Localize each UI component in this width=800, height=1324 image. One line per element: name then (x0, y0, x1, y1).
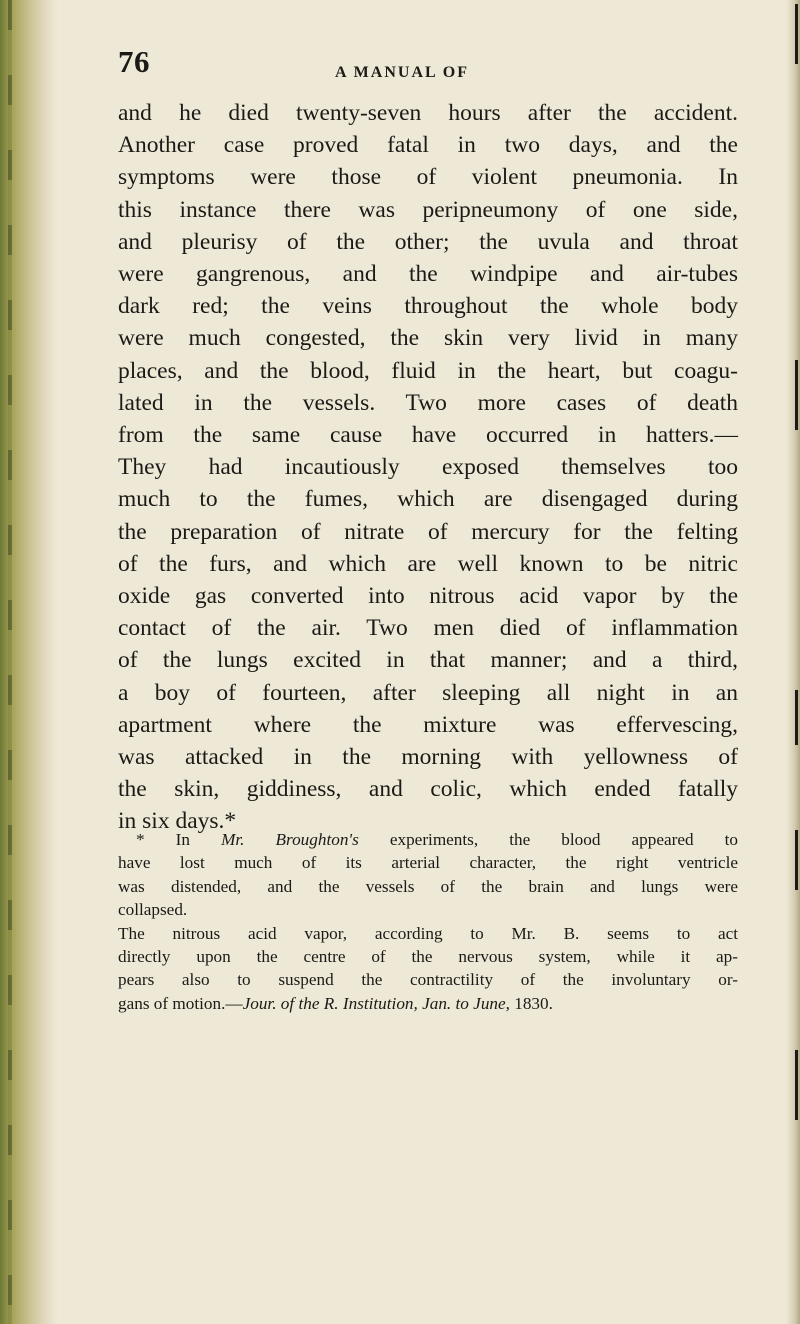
footnote-line (118, 992, 738, 1015)
body-line: and pleurisy of the other; the uvula and throat (118, 228, 738, 255)
body-line: in six days.* (118, 808, 237, 835)
body-line: of the furs, and which are well known to be nitric (118, 550, 738, 577)
running-head: A MANUAL OF (335, 64, 469, 81)
body-line: a boy of fourteen, after sleeping all night in an (118, 679, 738, 706)
footnote-line (118, 828, 738, 851)
edge-mark (795, 360, 798, 430)
body-line: and he died twenty-seven hours after the accident. (118, 100, 738, 126)
body-text (118, 97, 738, 838)
body-line: from the same cause have occurred in hatters.— (118, 422, 738, 449)
footnote-line: was distended, and the vessels of the brain and lungs were (118, 876, 738, 896)
body-line: places, and the blood, fluid in the heart, but coagu- (118, 357, 738, 384)
footnote-line: directly upon the centre of the nervous system, while it ap- (118, 947, 738, 967)
body-line: much to the fumes, which are disengaged during (118, 486, 738, 513)
body-line: was attacked in the morning with yellowness of (118, 744, 738, 771)
body-line: symptoms were those of violent pneumonia. In (118, 164, 738, 191)
body-line: apartment where the mixture was effervescing, (118, 711, 738, 738)
page-right-edge (786, 0, 800, 1324)
body-line: They had incautiously exposed themselves too (118, 454, 738, 481)
body-line: the skin, giddiness, and colic, which ended fatally (118, 776, 738, 803)
footnote-paragraph (118, 922, 738, 1016)
footnotes (118, 828, 738, 1015)
body-line: the preparation of nitrate of mercury for the felting (118, 518, 738, 545)
body-line: lated in the vessels. Two more cases of death (118, 389, 738, 416)
page-header (118, 44, 738, 84)
footnote-text: gans of motion.— (118, 993, 243, 1013)
footnote-line: have lost much of its arterial character, the right ventricle (118, 853, 738, 873)
footnote-citation: Jour. of the R. Institution, Jan. to June, (242, 993, 510, 1013)
edge-mark (795, 4, 798, 64)
footnote-paragraph (118, 828, 738, 922)
body-line: were gangrenous, and the windpipe and air-tubes (118, 261, 738, 288)
footnote-author: Mr. Broughton's (221, 830, 359, 849)
page-binding-edge (0, 0, 58, 1324)
body-line: this instance there was peripneumony of one side, (118, 196, 738, 223)
page-number: 76 (118, 44, 150, 79)
body-line: contact of the air. Two men died of inflammation (118, 615, 738, 642)
edge-mark (795, 1050, 798, 1120)
body-line: oxide gas converted into nitrous acid vapor by the (118, 583, 738, 610)
footnote-year: 1830. (509, 993, 553, 1013)
body-line: Another case proved fatal in two days, and the (118, 132, 738, 159)
footnote-text: experiments, the blood appeared to (358, 830, 738, 849)
edge-mark (795, 690, 798, 745)
body-line: were much congested, the skin very livid in many (118, 325, 738, 352)
footnote-line: pears also to suspend the contractility of the involuntary or- (118, 970, 738, 990)
footnote-marker-text: * In (136, 830, 222, 849)
body-line: of the lungs excited in that manner; and a third, (118, 647, 738, 674)
edge-mark (795, 830, 798, 890)
footnote-line: collapsed. (118, 900, 188, 920)
footnote-line: The nitrous acid vapor, according to Mr. B. seems to act (118, 923, 738, 943)
body-line: dark red; the veins throughout the whole body (118, 293, 738, 320)
